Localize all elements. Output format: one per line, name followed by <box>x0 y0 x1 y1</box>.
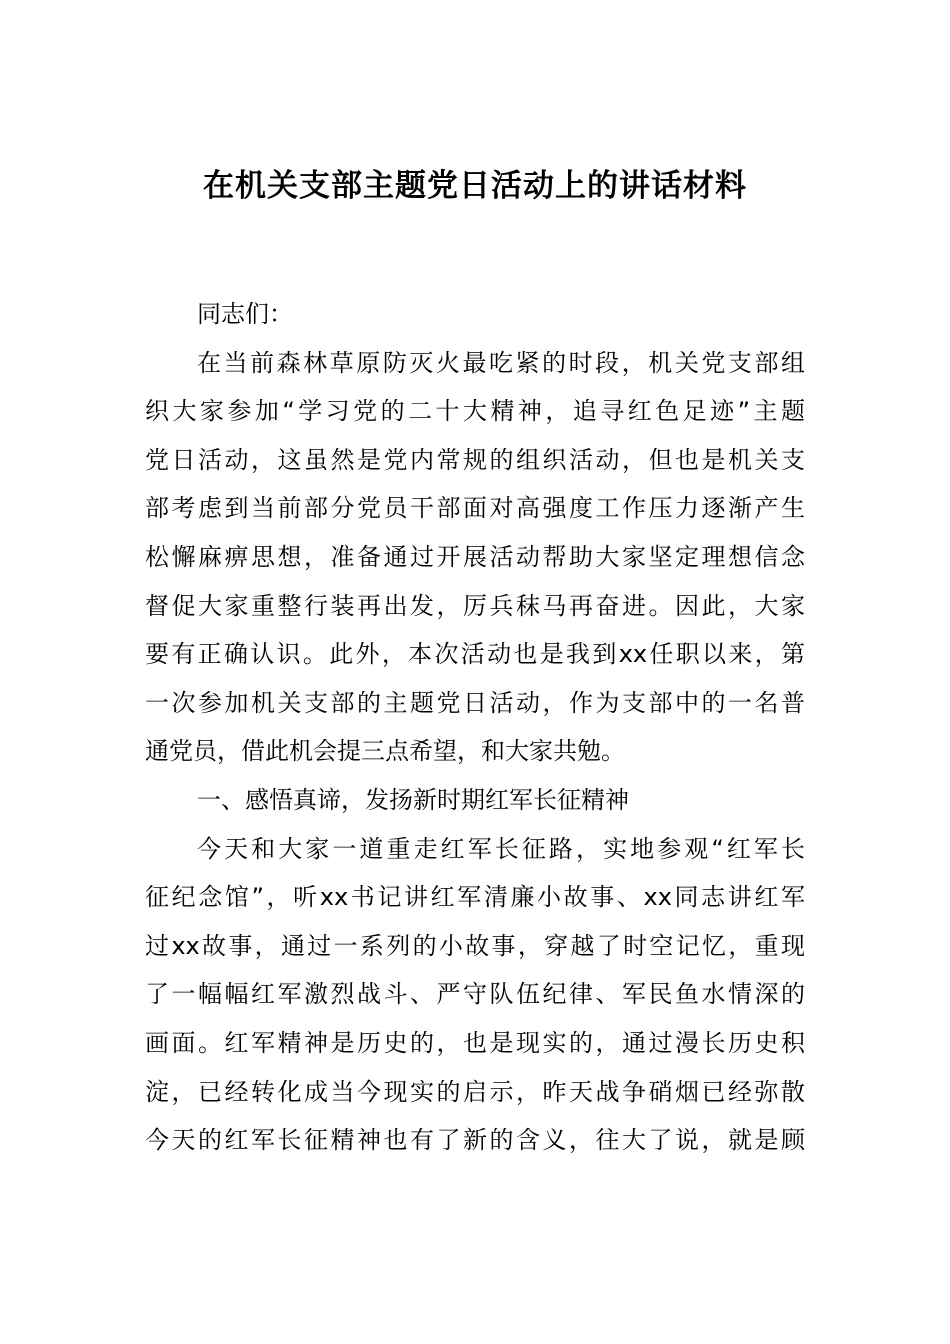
paragraph-line: 通党员，借此机会提三点希望，和大家共勉。 <box>145 737 625 766</box>
greeting: 同志们： <box>197 300 293 328</box>
paragraph-line: 一次参加机关支部的主题党日活动，作为支部中的一名普 <box>145 688 805 717</box>
paragraph-line: 今天和大家一道重走红军长征路，实地参观“红军长 <box>197 834 805 863</box>
paragraph-line: 织大家参加“学习党的二十大精神，追寻红色足迹”主题 <box>145 397 805 426</box>
paragraph-line: 淀，已经转化成当今现实的启示，昨天战争硝烟已经弥散 <box>145 1077 805 1106</box>
paragraph-1 <box>145 339 805 776</box>
paragraph-line: 要有正确认识。此外，本次活动也是我到xx任职以来，第 <box>145 640 805 669</box>
paragraph-line: 党日活动，这虽然是党内常规的组织活动，但也是机关支 <box>145 445 805 474</box>
paragraph-line: 在当前森林草原防灭火最吃紧的时段，机关党支部组 <box>197 348 805 377</box>
paragraph-2 <box>145 825 805 1165</box>
section-heading: 一、感悟真谛，发扬新时期红军长征精神 <box>197 785 629 814</box>
paragraph-line: 今天的红军长征精神也有了新的含义，往大了说，就是顾 <box>145 1126 805 1155</box>
paragraph-line: 过xx故事，通过一系列的小故事，穿越了时空记忆，重现 <box>145 931 805 960</box>
paragraph-line: 了一幅幅红军激烈战斗、严守队伍纪律、军民鱼水情深的 <box>145 980 805 1009</box>
document-title: 在机关支部主题党日活动上的讲话材料 <box>203 168 747 204</box>
paragraph-line: 部考虑到当前部分党员干部面对高强度工作压力逐渐产生 <box>145 494 805 523</box>
paragraph-line: 松懈麻痹思想，准备通过开展活动帮助大家坚定理想信念 <box>145 542 805 571</box>
paragraph-line: 督促大家重整行装再出发，厉兵秣马再奋进。因此，大家 <box>145 591 805 620</box>
paragraph-line: 画面。红军精神是历史的，也是现实的，通过漫长历史积 <box>145 1028 805 1057</box>
paragraph-line: 征纪念馆”，听xx书记讲红军清廉小故事、xx同志讲红军 <box>145 883 805 912</box>
document-body <box>145 290 805 1165</box>
